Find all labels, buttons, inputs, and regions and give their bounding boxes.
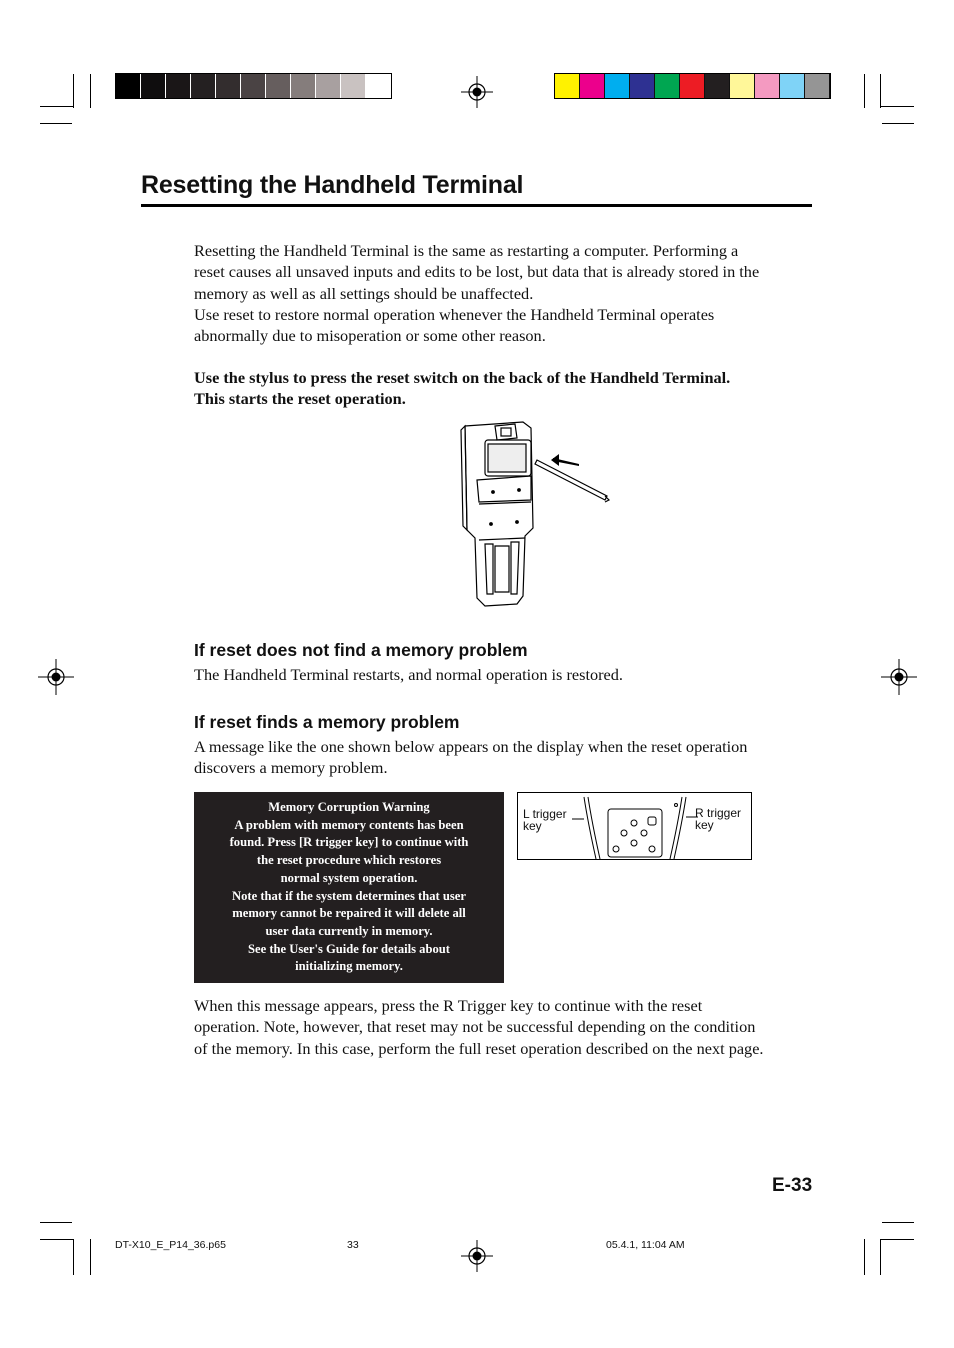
crop-mark	[40, 1222, 72, 1223]
crop-mark	[880, 1239, 881, 1275]
crop-mark	[880, 106, 914, 107]
page-title: Resetting the Handheld Terminal	[141, 171, 524, 199]
color-swatch	[216, 74, 241, 98]
color-swatch	[580, 74, 605, 98]
color-swatch	[116, 74, 141, 98]
color-swatch	[341, 74, 366, 98]
color-swatch	[705, 74, 730, 98]
color-swatch	[191, 74, 216, 98]
intro-line: reset causes all unsaved inputs and edits to be lost, but data that is already stored in the	[194, 262, 760, 282]
color-swatch	[755, 74, 780, 98]
color-swatch	[780, 74, 805, 98]
crop-mark	[73, 74, 74, 108]
section-text-line: A message like the one shown below appears on the display when the reset operation	[194, 737, 748, 756]
instruction-line: Use the stylus to press the reset switch on the back of the Handheld Terminal.	[194, 368, 731, 387]
trigger-key-diagram	[517, 792, 752, 860]
cmyk-color-bar	[554, 73, 831, 99]
instruction-line: This starts the reset operation.	[194, 389, 406, 409]
intro-line: memory as well as all settings should be unaffected.	[194, 283, 534, 303]
warning-line: Memory Corruption Warning	[268, 800, 430, 814]
warning-line: memory cannot be repaired it will delete all	[232, 906, 466, 921]
l-trigger-label: L trigger key	[523, 807, 567, 833]
instruction	[194, 367, 824, 410]
intro-line: Use reset to restore normal operation whenever the Handheld Terminal operates	[194, 304, 715, 324]
color-swatch	[655, 74, 680, 98]
crop-mark	[40, 123, 72, 124]
section-text-memory-problem	[194, 736, 824, 779]
page-number: E-33	[772, 1175, 813, 1196]
registration-mark-icon	[461, 1240, 493, 1272]
color-swatch	[605, 74, 630, 98]
color-swatch	[291, 74, 316, 98]
registration-mark-icon	[881, 659, 917, 695]
crop-mark	[864, 74, 865, 108]
closing-line: operation. Note, however, that reset may not be successful depending on the condition	[194, 1017, 756, 1037]
section-heading-no-problem: If reset does not find a memory problem	[194, 640, 528, 660]
footer-page: 33	[347, 1239, 359, 1251]
color-swatch	[555, 74, 580, 98]
footer-date: 05.4.1, 11:04 AM	[606, 1239, 685, 1251]
section-text-no-problem: The Handheld Terminal restarts, and normal operation is restored.	[194, 665, 623, 684]
crop-mark	[882, 1222, 914, 1223]
closing-paragraph	[194, 995, 824, 1059]
device-top-view-icon	[572, 793, 698, 859]
color-swatch	[680, 74, 705, 98]
color-swatch	[366, 74, 391, 98]
color-swatch	[316, 74, 341, 98]
warning-line: See the User's Guide for details about	[248, 941, 450, 956]
registration-mark-icon	[38, 659, 74, 695]
grayscale-color-bar	[115, 73, 392, 99]
crop-mark	[90, 74, 91, 108]
intro-line: abnormally due to misoperation or some other reason.	[194, 326, 546, 346]
crop-mark	[40, 1239, 74, 1240]
warning-line: user data currently in memory.	[265, 923, 433, 938]
r-trigger-label: R trigger key	[695, 806, 742, 832]
warning-line: initializing memory.	[295, 959, 403, 974]
crop-mark	[864, 1239, 865, 1275]
color-swatch	[141, 74, 166, 98]
crop-mark	[73, 1239, 74, 1275]
color-swatch	[266, 74, 291, 98]
closing-line: When this message appears, press the R Trigger key to continue with the reset	[194, 996, 703, 1015]
intro-line: Resetting the Handheld Terminal is the same as restarting a computer. Performing a	[194, 241, 739, 260]
warning-line: A problem with memory contents has been	[234, 817, 464, 832]
color-swatch	[730, 74, 755, 98]
warning-line: found. Press [R trigger key] to continue with	[229, 835, 469, 850]
warning-line: Note that if the system determines that user	[232, 888, 466, 903]
color-swatch	[805, 74, 830, 98]
warning-line: the reset procedure which restores	[256, 853, 442, 868]
color-swatch	[241, 74, 266, 98]
footer-filename: DT-X10_E_P14_36.p65	[115, 1239, 226, 1251]
crop-mark	[90, 1239, 91, 1275]
crop-mark	[880, 74, 881, 108]
registration-mark-icon	[461, 76, 493, 108]
title-rule	[141, 204, 812, 207]
color-swatch	[166, 74, 191, 98]
crop-mark	[40, 106, 74, 107]
color-swatch	[630, 74, 655, 98]
memory-warning-message	[194, 792, 504, 983]
crop-mark	[880, 1239, 914, 1240]
closing-line: of the memory. In this case, perform the full reset operation described on the next page.	[194, 1038, 764, 1058]
handheld-terminal-illustration	[455, 418, 615, 608]
intro-paragraph	[194, 240, 824, 346]
section-heading-memory-problem: If reset finds a memory problem	[194, 712, 460, 732]
warning-line: normal system operation.	[280, 870, 418, 885]
crop-mark	[882, 123, 914, 124]
section-text-line: discovers a memory problem.	[194, 758, 388, 778]
